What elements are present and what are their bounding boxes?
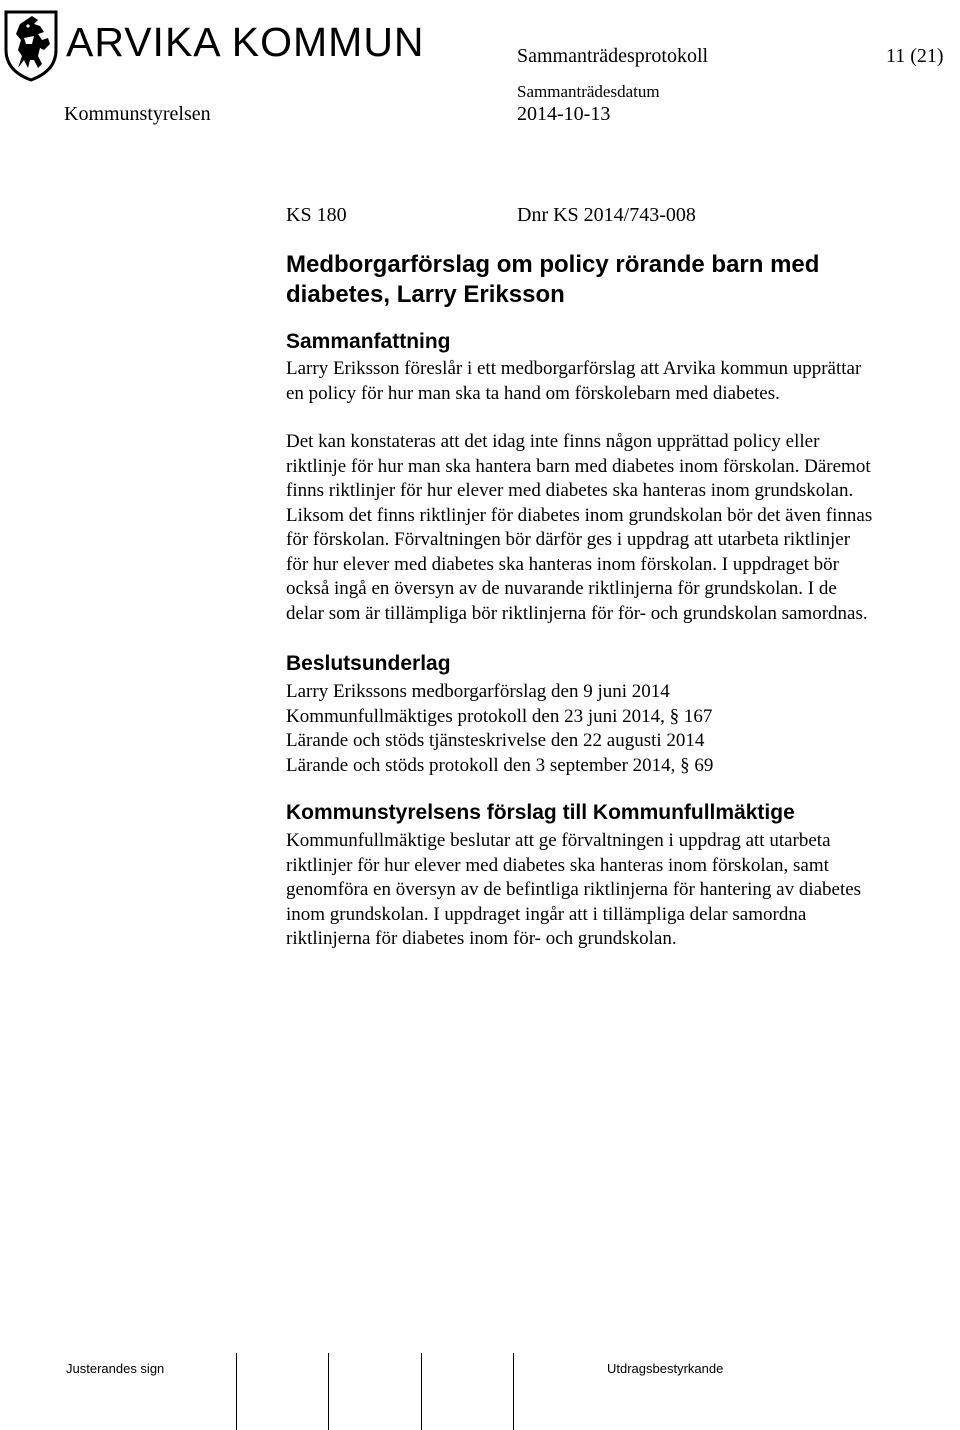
text-line: delar som är tillämpliga bör riktlinjerna för för- och grundskolan samordnas. [286,602,868,624]
meeting-date: 2014-10-13 [517,103,611,125]
case-title-line: diabetes, Larry Eriksson [286,281,565,308]
page-number: 11 (21) [886,45,944,67]
department-name: Kommunstyrelsen [64,103,211,125]
text-line: Det kan konstateras att det idag inte finns någon upprättad policy eller [286,431,820,452]
text-line: inom grundskolan. I uppdraget ingår att i tillämpliga delar samordna [286,903,807,925]
decision-basis-list [286,680,713,778]
text-line: för förskolan. Förvaltningen bör därför ges i uppdrag att utarbeta riktlinjer [286,529,851,550]
text-line: riktlinje för hur man ska hantera barn med diabetes inom förskolan. Däremot [286,455,871,477]
summary-paragraph [286,357,861,406]
signature-box-divider [513,1353,514,1430]
summary-heading: Sammanfattning [286,330,451,353]
text-line: riktlinjer för hur elever med diabetes ska hanteras inom förskolan, samt [286,854,829,876]
case-title-line: Medborgarförslag om policy rörande barn med [286,251,820,278]
text-line: riktlinjerna för diabetes inom för- och grundskolan. [286,928,677,949]
text-line: finns riktlinjer för hur elever med diabetes ska hanteras inom grundskolan. [286,480,854,501]
text-line: Larry Eriksson föreslår i ett medborgarförslag att Arvika kommun upprättar [286,358,862,379]
extract-certification-label: Utdragsbestyrkande [607,1361,724,1376]
decision-basis-item: Larry Erikssons medborgarförslag den 9 juni 2014 [286,681,670,702]
proposal-paragraph [286,829,861,952]
decision-basis-item: Lärande och stöds tjänsteskrivelse den 22 augusti 2014 [286,730,705,751]
organization-logo-text: ARVIKA KOMMUN [66,19,425,65]
document-type: Sammanträdesprotokoll [517,45,709,67]
signature-box-divider [421,1353,422,1430]
text-line: Kommunfullmäktige beslutar att ge förvaltningen i uppdrag att utarbeta [286,830,831,851]
signature-box-divider [328,1353,329,1430]
signature-box-divider [236,1353,237,1430]
arvika-coat-of-arms-icon [4,10,58,82]
text-line: Liksom det finns riktlinjer för diabetes inom grundskolan bör det även finnas [286,504,873,526]
meeting-date-label: Sammanträdesdatum [517,82,660,101]
decision-basis-heading: Beslutsunderlag [286,652,451,675]
registration-number: Dnr KS 2014/743-008 [517,204,696,226]
proposal-heading: Kommunstyrelsens förslag till Kommunfullmäktige [286,801,795,824]
adjuster-signature-label: Justerandes sign [66,1361,165,1376]
section-number: KS 180 [286,204,347,226]
text-line: för hur elever med diabetes ska hanteras inom förskolan. I uppdraget bör [286,553,839,575]
text-line: också ingå en översyn av de nuvarande riktlinjerna för grundskolan. I de [286,578,837,599]
decision-basis-item: Kommunfullmäktiges protokoll den 23 juni 2014, § 167 [286,705,713,727]
summary-paragraph [286,430,872,626]
text-line: en policy för hur man ska ta hand om förskolebarn med diabetes. [286,382,780,404]
decision-basis-item: Lärande och stöds protokoll den 3 september 2014, § 69 [286,754,714,776]
text-line: genomföra en översyn av de befintliga riktlinjerna för hantering av diabetes [286,879,862,900]
